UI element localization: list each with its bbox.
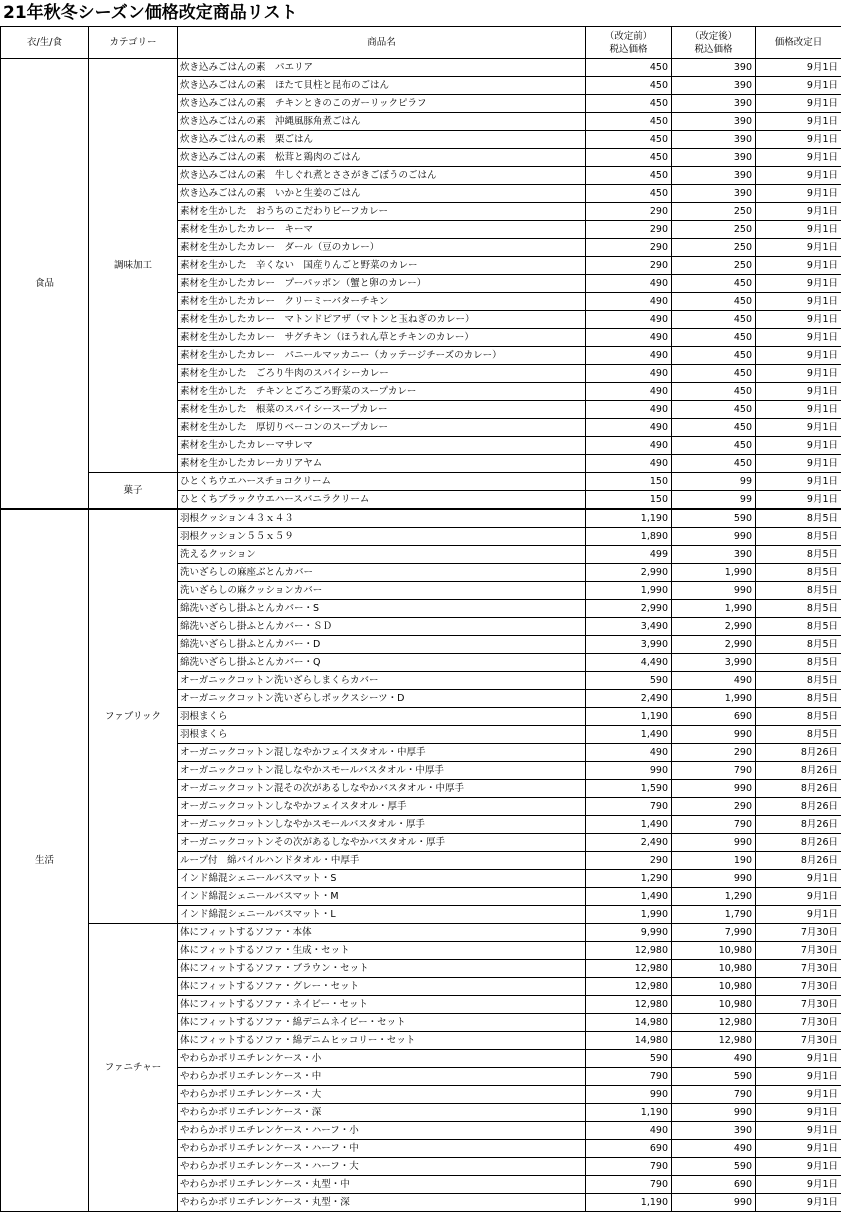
- price-after-cell: 450: [672, 401, 756, 419]
- price-before-cell: 790: [586, 1158, 672, 1176]
- price-after-cell: 10,980: [672, 960, 756, 978]
- price-after-cell: 99: [672, 473, 756, 491]
- price-before-cell: 490: [586, 401, 672, 419]
- change-date-cell: 8月5日: [756, 690, 841, 708]
- product-name-cell: やわらかポリエチレンケース・深: [178, 1104, 586, 1122]
- column-header-category: カテゴリー: [89, 27, 178, 59]
- change-date-cell: 9月1日: [756, 906, 841, 924]
- category-cell: ファブリック: [89, 509, 178, 924]
- price-before-cell: 290: [586, 852, 672, 870]
- price-before-cell: 12,980: [586, 942, 672, 960]
- price-after-cell: 10,980: [672, 978, 756, 996]
- price-after-cell: 1,790: [672, 906, 756, 924]
- price-after-cell: 10,980: [672, 996, 756, 1014]
- change-date-cell: 9月1日: [756, 275, 841, 293]
- price-before-cell: 1,190: [586, 1104, 672, 1122]
- product-name-cell: インド綿混シェニールバスマット・L: [178, 906, 586, 924]
- product-name-cell: オーガニックコットンその次があるしなやかバスタオル・厚手: [178, 834, 586, 852]
- product-name-cell: 羽根クッション５５ｘ５９: [178, 528, 586, 546]
- product-name-cell: 洗えるクッション: [178, 546, 586, 564]
- change-date-cell: 7月30日: [756, 924, 841, 942]
- price-table: [0, 26, 841, 1212]
- price-after-cell: 7,990: [672, 924, 756, 942]
- change-date-cell: 9月1日: [756, 419, 841, 437]
- product-name-cell: オーガニックコットンしなやかフェイスタオル・厚手: [178, 798, 586, 816]
- change-date-cell: 8月26日: [756, 780, 841, 798]
- price-before-cell: 490: [586, 293, 672, 311]
- change-date-cell: 7月30日: [756, 942, 841, 960]
- category-cell: ファニチャー: [89, 924, 178, 1212]
- price-before-cell: 990: [586, 762, 672, 780]
- product-name-cell: 炊き込みごはんの素 沖縄風豚角煮ごはん: [178, 113, 586, 131]
- product-name-cell: オーガニックコットン混しなやかスモールバスタオル・中厚手: [178, 762, 586, 780]
- price-before-cell: 790: [586, 1176, 672, 1194]
- product-name-cell: 体にフィットするソファ・綿デニムネイビー・セット: [178, 1014, 586, 1032]
- price-after-cell: 450: [672, 365, 756, 383]
- price-after-cell: 450: [672, 293, 756, 311]
- price-before-cell: 150: [586, 491, 672, 510]
- price-before-cell: 690: [586, 1140, 672, 1158]
- change-date-cell: 9月1日: [756, 59, 841, 77]
- product-name-cell: 綿洗いざらし掛ふとんカバー・ＳＤ: [178, 618, 586, 636]
- product-name-cell: 羽根クッション４３ｘ４３: [178, 509, 586, 528]
- price-before-cell: 150: [586, 473, 672, 491]
- product-name-cell: 体にフィットするソファ・グレー・セット: [178, 978, 586, 996]
- price-after-cell: 590: [672, 1068, 756, 1086]
- change-date-cell: 8月26日: [756, 798, 841, 816]
- price-after-cell: 1,990: [672, 690, 756, 708]
- price-after-cell: 990: [672, 1104, 756, 1122]
- price-before-cell: 290: [586, 203, 672, 221]
- price-before-cell: 990: [586, 1086, 672, 1104]
- price-after-cell: 490: [672, 672, 756, 690]
- price-after-cell: 450: [672, 347, 756, 365]
- price-after-cell: 990: [672, 582, 756, 600]
- product-name-cell: 体にフィットするソファ・本体: [178, 924, 586, 942]
- change-date-cell: 8月5日: [756, 636, 841, 654]
- change-date-cell: 9月1日: [756, 185, 841, 203]
- product-name-cell: 素材を生かした チキンとごろごろ野菜のスープカレー: [178, 383, 586, 401]
- change-date-cell: 9月1日: [756, 329, 841, 347]
- price-before-cell: 490: [586, 365, 672, 383]
- price-before-cell: 1,990: [586, 906, 672, 924]
- product-name-cell: 素材を生かしたカレー サグチキン（ほうれん草とチキンのカレー）: [178, 329, 586, 347]
- change-date-cell: 8月5日: [756, 618, 841, 636]
- product-name-cell: 素材を生かしたカレー パニールマッカニー（カッテージチーズのカレー）: [178, 347, 586, 365]
- price-after-cell: 390: [672, 149, 756, 167]
- price-before-cell: 1,490: [586, 816, 672, 834]
- product-name-cell: オーガニックコットンしなやかスモールバスタオル・厚手: [178, 816, 586, 834]
- change-date-cell: 9月1日: [756, 870, 841, 888]
- product-name-cell: 素材を生かしたカレーマサレマ: [178, 437, 586, 455]
- price-after-cell: 990: [672, 726, 756, 744]
- price-before-cell: 2,990: [586, 600, 672, 618]
- product-name-cell: 羽根まくら: [178, 708, 586, 726]
- price-after-cell: 990: [672, 528, 756, 546]
- change-date-cell: 8月26日: [756, 762, 841, 780]
- change-date-cell: 9月1日: [756, 455, 841, 473]
- price-after-cell: 2,990: [672, 618, 756, 636]
- change-date-cell: 9月1日: [756, 401, 841, 419]
- product-name-cell: やわらかポリエチレンケース・丸型・中: [178, 1176, 586, 1194]
- price-before-cell: 490: [586, 744, 672, 762]
- change-date-cell: 9月1日: [756, 113, 841, 131]
- change-date-cell: 7月30日: [756, 1032, 841, 1050]
- change-date-cell: 7月30日: [756, 978, 841, 996]
- change-date-cell: 9月1日: [756, 1194, 841, 1212]
- price-before-cell: 290: [586, 239, 672, 257]
- price-before-cell: 790: [586, 1068, 672, 1086]
- price-before-cell: 450: [586, 95, 672, 113]
- price-before-cell: 2,490: [586, 690, 672, 708]
- price-after-sublabel: 税込価格: [673, 43, 754, 56]
- product-name-cell: やわらかポリエチレンケース・小: [178, 1050, 586, 1068]
- price-after-cell: 690: [672, 1176, 756, 1194]
- product-name-cell: オーガニックコットン洗いざらしまくらカバー: [178, 672, 586, 690]
- price-before-cell: 4,490: [586, 654, 672, 672]
- change-date-cell: 8月26日: [756, 744, 841, 762]
- price-before-cell: 1,190: [586, 708, 672, 726]
- price-after-cell: 450: [672, 437, 756, 455]
- price-before-cell: 490: [586, 455, 672, 473]
- price-before-cell: 290: [586, 221, 672, 239]
- price-after-cell: 590: [672, 1158, 756, 1176]
- product-name-cell: 綿洗いざらし掛ふとんカバー・D: [178, 636, 586, 654]
- product-name-cell: 素材を生かしたカレー ダール（豆のカレー）: [178, 239, 586, 257]
- product-name-cell: 炊き込みごはんの素 松茸と鶏肉のごはん: [178, 149, 586, 167]
- change-date-cell: 8月5日: [756, 708, 841, 726]
- division-cell: 食品: [1, 59, 89, 510]
- price-before-cell: 1,490: [586, 726, 672, 744]
- product-name-cell: 洗いざらしの麻座ぶとんカバー: [178, 564, 586, 582]
- table-row: [1, 924, 841, 942]
- change-date-cell: 8月5日: [756, 509, 841, 528]
- price-after-cell: 790: [672, 816, 756, 834]
- price-before-cell: 1,190: [586, 1194, 672, 1212]
- price-before-sublabel: 税込価格: [587, 43, 670, 56]
- price-after-cell: 1,990: [672, 600, 756, 618]
- price-before-cell: 490: [586, 311, 672, 329]
- change-date-cell: 9月1日: [756, 491, 841, 510]
- price-before-cell: 3,490: [586, 618, 672, 636]
- product-name-cell: 素材を生かしたカレー プーパッポン（蟹と卵のカレー）: [178, 275, 586, 293]
- price-after-cell: 99: [672, 491, 756, 510]
- price-before-cell: 12,980: [586, 960, 672, 978]
- change-date-cell: 9月1日: [756, 1104, 841, 1122]
- price-before-cell: 490: [586, 383, 672, 401]
- product-name-cell: 体にフィットするソファ・綿デニムヒッコリー・セット: [178, 1032, 586, 1050]
- price-after-cell: 390: [672, 1122, 756, 1140]
- product-name-cell: 体にフィットするソファ・ブラウン・セット: [178, 960, 586, 978]
- change-date-cell: 9月1日: [756, 1158, 841, 1176]
- table-body: [1, 59, 841, 1212]
- price-before-cell: 2,990: [586, 564, 672, 582]
- price-after-cell: 2,990: [672, 636, 756, 654]
- product-name-cell: やわらかポリエチレンケース・丸型・深: [178, 1194, 586, 1212]
- change-date-cell: 9月1日: [756, 1176, 841, 1194]
- price-after-label: （改定後）: [673, 30, 754, 43]
- price-after-cell: 390: [672, 185, 756, 203]
- change-date-cell: 8月26日: [756, 834, 841, 852]
- change-date-cell: 8月5日: [756, 582, 841, 600]
- product-name-cell: 炊き込みごはんの素 栗ごはん: [178, 131, 586, 149]
- price-before-cell: 590: [586, 672, 672, 690]
- price-before-cell: 450: [586, 59, 672, 77]
- product-name-cell: インド綿混シェニールバスマット・M: [178, 888, 586, 906]
- price-before-cell: 499: [586, 546, 672, 564]
- column-header-change-date: 価格改定日: [756, 27, 841, 59]
- price-after-cell: 390: [672, 131, 756, 149]
- price-before-cell: 790: [586, 798, 672, 816]
- product-name-cell: 炊き込みごはんの素 ほたて貝柱と昆布のごはん: [178, 77, 586, 95]
- product-name-cell: 洗いざらしの麻クッションカバー: [178, 582, 586, 600]
- table-row: [1, 509, 841, 528]
- price-after-cell: 290: [672, 798, 756, 816]
- change-date-cell: 7月30日: [756, 1014, 841, 1032]
- price-after-cell: 250: [672, 221, 756, 239]
- price-after-cell: 250: [672, 203, 756, 221]
- change-date-cell: 8月5日: [756, 546, 841, 564]
- change-date-cell: 9月1日: [756, 1140, 841, 1158]
- price-after-cell: 250: [672, 257, 756, 275]
- price-before-cell: 450: [586, 131, 672, 149]
- table-row: [1, 59, 841, 77]
- change-date-cell: 9月1日: [756, 383, 841, 401]
- change-date-cell: 9月1日: [756, 95, 841, 113]
- change-date-cell: 9月1日: [756, 888, 841, 906]
- product-name-cell: インド綿混シェニールバスマット・S: [178, 870, 586, 888]
- change-date-cell: 9月1日: [756, 77, 841, 95]
- price-after-cell: 3,990: [672, 654, 756, 672]
- product-name-cell: ひとくちウエハースチョコクリーム: [178, 473, 586, 491]
- price-before-cell: 1,590: [586, 780, 672, 798]
- product-name-cell: やわらかポリエチレンケース・中: [178, 1068, 586, 1086]
- change-date-cell: 9月1日: [756, 203, 841, 221]
- price-after-cell: 590: [672, 509, 756, 528]
- category-cell: 菓子: [89, 473, 178, 510]
- price-before-cell: 450: [586, 113, 672, 131]
- price-before-cell: 450: [586, 77, 672, 95]
- change-date-cell: 9月1日: [756, 239, 841, 257]
- change-date-cell: 9月1日: [756, 167, 841, 185]
- change-date-cell: 9月1日: [756, 257, 841, 275]
- price-before-cell: 450: [586, 167, 672, 185]
- price-after-cell: 990: [672, 834, 756, 852]
- product-name-cell: 炊き込みごはんの素 パエリア: [178, 59, 586, 77]
- price-before-cell: 1,490: [586, 888, 672, 906]
- price-after-cell: 450: [672, 455, 756, 473]
- change-date-cell: 9月1日: [756, 1086, 841, 1104]
- change-date-cell: 8月5日: [756, 726, 841, 744]
- price-before-cell: 490: [586, 275, 672, 293]
- price-before-cell: 3,990: [586, 636, 672, 654]
- change-date-cell: 9月1日: [756, 473, 841, 491]
- price-after-cell: 1,290: [672, 888, 756, 906]
- change-date-cell: 8月5日: [756, 564, 841, 582]
- price-before-cell: 1,890: [586, 528, 672, 546]
- product-name-cell: 素材を生かしたカレーカリアヤム: [178, 455, 586, 473]
- product-name-cell: 綿洗いざらし掛ふとんカバー・Q: [178, 654, 586, 672]
- product-name-cell: 炊き込みごはんの素 牛しぐれ煮とささがきごぼうのごはん: [178, 167, 586, 185]
- price-before-cell: 490: [586, 329, 672, 347]
- price-after-cell: 10,980: [672, 942, 756, 960]
- change-date-cell: 7月30日: [756, 996, 841, 1014]
- change-date-cell: 8月5日: [756, 654, 841, 672]
- column-header-price-before: [586, 27, 672, 59]
- price-after-cell: 490: [672, 1050, 756, 1068]
- price-before-cell: 2,490: [586, 834, 672, 852]
- price-before-cell: 490: [586, 437, 672, 455]
- table-header-row: [1, 27, 841, 59]
- product-name-cell: やわらかポリエチレンケース・ハーフ・小: [178, 1122, 586, 1140]
- price-after-cell: 12,980: [672, 1014, 756, 1032]
- price-after-cell: 450: [672, 419, 756, 437]
- column-header-division: 衣/生/食: [1, 27, 89, 59]
- change-date-cell: 8月5日: [756, 528, 841, 546]
- product-name-cell: やわらかポリエチレンケース・ハーフ・中: [178, 1140, 586, 1158]
- price-after-cell: 990: [672, 1194, 756, 1212]
- column-header-price-after: [672, 27, 756, 59]
- product-name-cell: 素材を生かした 厚切りベーコンのスープカレー: [178, 419, 586, 437]
- price-after-cell: 450: [672, 383, 756, 401]
- change-date-cell: 8月26日: [756, 816, 841, 834]
- price-after-cell: 390: [672, 59, 756, 77]
- price-after-cell: 490: [672, 1140, 756, 1158]
- change-date-cell: 9月1日: [756, 221, 841, 239]
- price-after-cell: 790: [672, 762, 756, 780]
- product-name-cell: 羽根まくら: [178, 726, 586, 744]
- price-before-cell: 12,980: [586, 978, 672, 996]
- product-name-cell: オーガニックコットン洗いざらしボックスシーツ・D: [178, 690, 586, 708]
- product-name-cell: 素材を生かしたカレー キーマ: [178, 221, 586, 239]
- price-before-cell: 9,990: [586, 924, 672, 942]
- product-name-cell: 素材を生かした 根菜のスパイシースープカレー: [178, 401, 586, 419]
- price-before-cell: 590: [586, 1050, 672, 1068]
- price-after-cell: 690: [672, 708, 756, 726]
- price-before-cell: 1,990: [586, 582, 672, 600]
- change-date-cell: 8月5日: [756, 672, 841, 690]
- product-name-cell: 素材を生かしたカレー マトンドピアザ（マトンと玉ねぎのカレー）: [178, 311, 586, 329]
- price-after-cell: 1,990: [672, 564, 756, 582]
- division-cell: 生活: [1, 509, 89, 1212]
- price-after-cell: 390: [672, 95, 756, 113]
- change-date-cell: 8月26日: [756, 852, 841, 870]
- price-before-cell: 12,980: [586, 996, 672, 1014]
- price-after-cell: 390: [672, 546, 756, 564]
- product-name-cell: 素材を生かした おうちのこだわりビーフカレー: [178, 203, 586, 221]
- product-name-cell: 素材を生かした 辛くない 国産りんごと野菜のカレー: [178, 257, 586, 275]
- category-cell: 調味加工: [89, 59, 178, 473]
- change-date-cell: 7月30日: [756, 960, 841, 978]
- price-before-cell: 14,980: [586, 1014, 672, 1032]
- price-after-cell: 390: [672, 113, 756, 131]
- price-before-cell: 1,290: [586, 870, 672, 888]
- price-after-cell: 390: [672, 77, 756, 95]
- product-name-cell: 炊き込みごはんの素 チキンときのこのガーリックピラフ: [178, 95, 586, 113]
- price-after-cell: 450: [672, 329, 756, 347]
- change-date-cell: 9月1日: [756, 437, 841, 455]
- price-before-cell: 450: [586, 149, 672, 167]
- price-before-cell: 450: [586, 185, 672, 203]
- price-before-label: （改定前）: [587, 30, 670, 43]
- change-date-cell: 9月1日: [756, 131, 841, 149]
- product-name-cell: やわらかポリエチレンケース・大: [178, 1086, 586, 1104]
- price-after-cell: 290: [672, 744, 756, 762]
- product-name-cell: 綿洗いざらし掛ふとんカバー・S: [178, 600, 586, 618]
- price-after-cell: 390: [672, 167, 756, 185]
- price-after-cell: 990: [672, 870, 756, 888]
- page-title: 21年秋冬シーズン価格改定商品リスト: [3, 1, 297, 25]
- price-after-cell: 250: [672, 239, 756, 257]
- price-after-cell: 990: [672, 780, 756, 798]
- change-date-cell: 9月1日: [756, 293, 841, 311]
- change-date-cell: 9月1日: [756, 311, 841, 329]
- product-name-cell: 体にフィットするソファ・ネイビー・セット: [178, 996, 586, 1014]
- table-row: [1, 473, 841, 491]
- product-name-cell: 素材を生かしたカレー クリーミーバターチキン: [178, 293, 586, 311]
- price-after-cell: 790: [672, 1086, 756, 1104]
- price-before-cell: 1,190: [586, 509, 672, 528]
- price-before-cell: 290: [586, 257, 672, 275]
- price-before-cell: 490: [586, 1122, 672, 1140]
- price-after-cell: 450: [672, 275, 756, 293]
- change-date-cell: 9月1日: [756, 347, 841, 365]
- price-before-cell: 490: [586, 347, 672, 365]
- change-date-cell: 9月1日: [756, 1050, 841, 1068]
- product-name-cell: 素材を生かした ごろり牛肉のスパイシーカレー: [178, 365, 586, 383]
- price-after-cell: 190: [672, 852, 756, 870]
- change-date-cell: 9月1日: [756, 149, 841, 167]
- product-name-cell: 炊き込みごはんの素 いかと生姜のごはん: [178, 185, 586, 203]
- product-name-cell: やわらかポリエチレンケース・ハーフ・大: [178, 1158, 586, 1176]
- change-date-cell: 9月1日: [756, 1122, 841, 1140]
- price-after-cell: 12,980: [672, 1032, 756, 1050]
- price-before-cell: 14,980: [586, 1032, 672, 1050]
- product-name-cell: ループ付 綿パイルハンドタオル・中厚手: [178, 852, 586, 870]
- price-before-cell: 490: [586, 419, 672, 437]
- product-name-cell: ひとくちブラックウエハースバニラクリーム: [178, 491, 586, 510]
- product-name-cell: 体にフィットするソファ・生成・セット: [178, 942, 586, 960]
- change-date-cell: 9月1日: [756, 365, 841, 383]
- change-date-cell: 9月1日: [756, 1068, 841, 1086]
- change-date-cell: 8月5日: [756, 600, 841, 618]
- price-after-cell: 450: [672, 311, 756, 329]
- product-name-cell: オーガニックコットン混しなやかフェイスタオル・中厚手: [178, 744, 586, 762]
- product-name-cell: オーガニックコットン混その次があるしなやかバスタオル・中厚手: [178, 780, 586, 798]
- column-header-product: 商品名: [178, 27, 586, 59]
